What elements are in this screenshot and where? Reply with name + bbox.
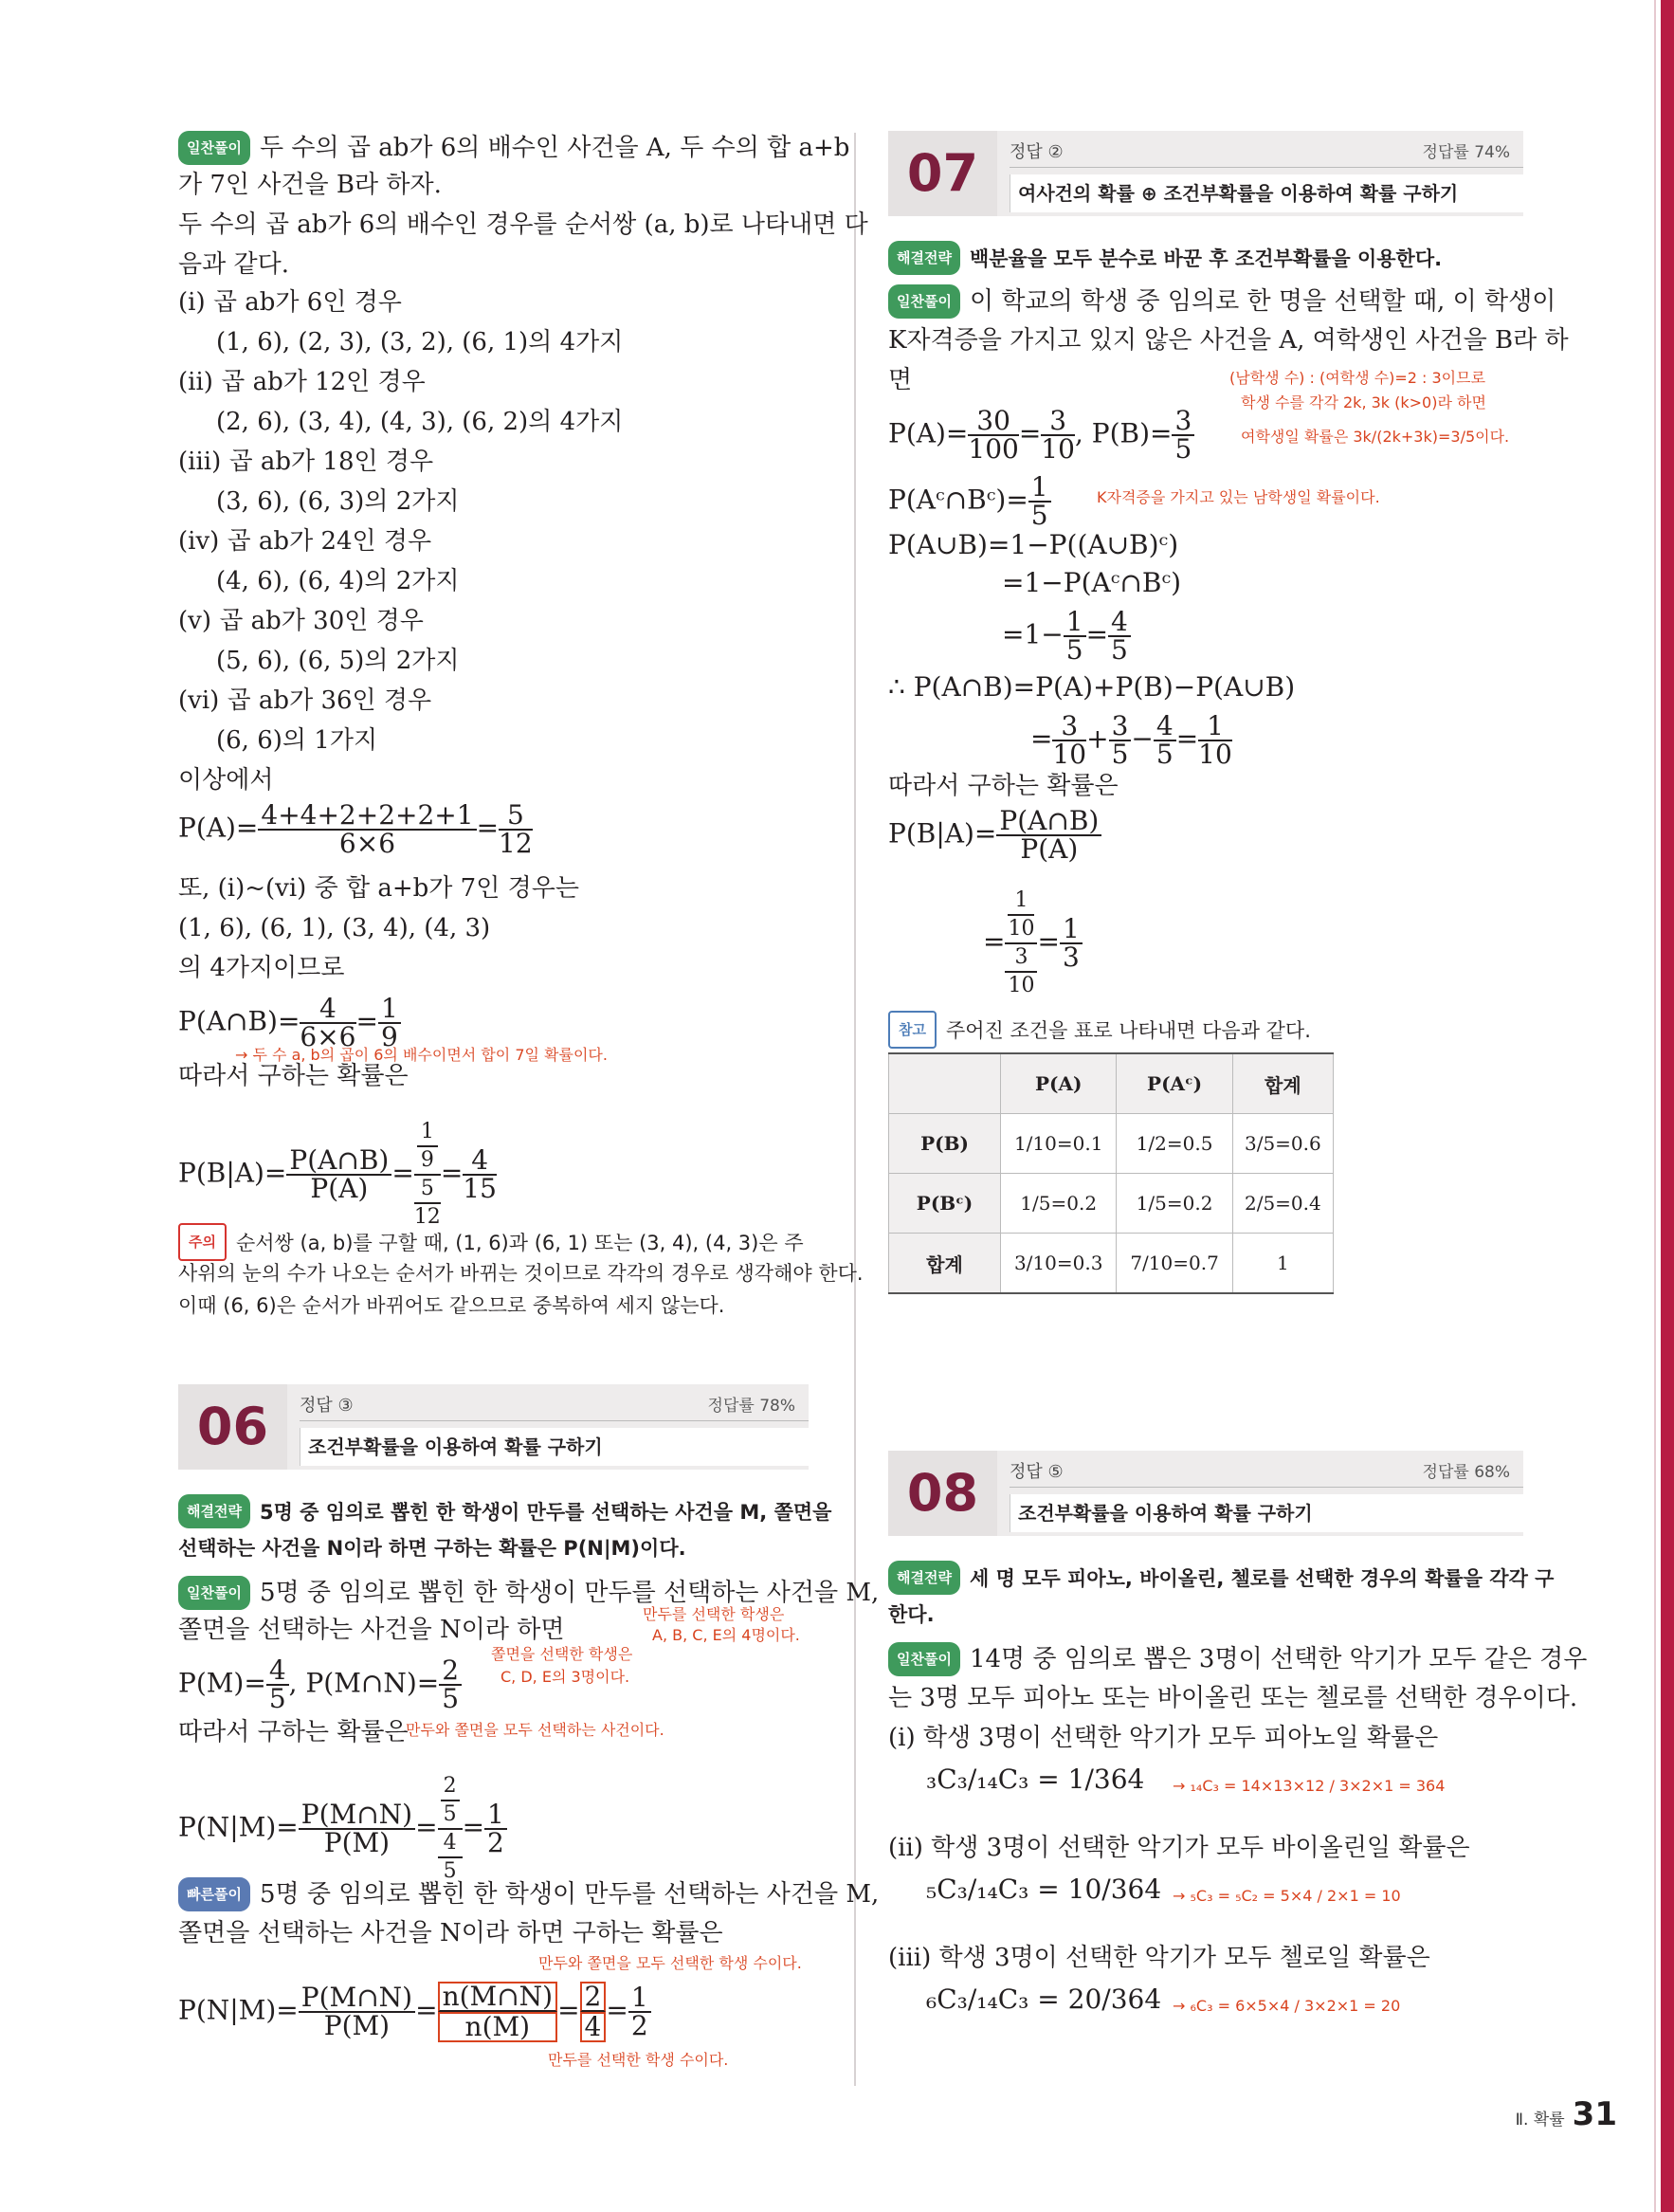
answer-label: 정답 ③ — [300, 1396, 354, 1416]
topic-title: 조건부확률을 이용하여 확률 구하기 — [300, 1428, 809, 1466]
column-divider — [854, 133, 856, 2086]
case-body: (2, 6), (3, 4), (4, 3), (6, 2)의 4가지 — [216, 408, 624, 436]
table-row — [889, 1114, 1334, 1174]
solution-tag: 일찬풀이 — [178, 1576, 250, 1610]
annotation: → ₅C₃ = ₅C₂ = 5×4 / 2×1 = 10 — [1173, 1887, 1401, 1905]
line: 빠른풀이 5명 중 임의로 뽑힌 한 학생이 만두를 선택하는 사건을 M, — [178, 1877, 879, 1911]
case-head: (iii) 학생 3명이 선택한 악기가 모두 첼로일 확률은 — [888, 1944, 1430, 1972]
line: 면 — [888, 366, 913, 394]
caution-line: 이때 (6, 6)은 순서가 바뀌어도 같으므로 중복하여 세지 않는다. — [178, 1294, 725, 1317]
case-eq: ₅C₃/₁₄C₃ = 10/364 — [926, 1874, 1162, 1905]
row-label: P(Bᶜ) — [889, 1174, 1001, 1234]
annotation: K자격증을 가지고 있는 남학생일 확률이다. — [1097, 488, 1380, 506]
row-label: P(B) — [889, 1114, 1001, 1174]
case-head: (ii) 곱 ab가 12인 경우 — [178, 368, 426, 396]
case-body: (6, 6)의 1가지 — [216, 726, 378, 755]
table-cell: 1/10=0.1 — [1001, 1114, 1117, 1174]
table-cell: 1 — [1232, 1234, 1333, 1294]
pnm-equation: P(N|M)= $\frac{P(M\cap N)}{P(M)}$ = 2 5 4 5 = $\frac{1}{2}$ — [178, 1773, 507, 1885]
line: K자격증을 가지고 있지 않은 사건을 A, 여학생인 사건을 B라 하 — [888, 326, 1569, 355]
question-number: 06 — [178, 1384, 287, 1470]
table-cell: 3/5=0.6 — [1232, 1114, 1333, 1174]
correct-rate: 정답률 78% — [707, 1397, 795, 1416]
pba-equation-cont: = 1 10 3 10 = $\frac{1}{3}$ — [983, 887, 1083, 999]
annotation: A, B, C, E의 4명이다. — [652, 1626, 800, 1644]
eq-line: =1−P(Aᶜ∩Bᶜ) — [1002, 567, 1182, 598]
case-head: (i) 학생 3명이 선택한 악기가 모두 피아노일 확률은 — [888, 1724, 1439, 1752]
case-body: (5, 6), (6, 5)의 2가지 — [216, 647, 460, 675]
line: 따라서 구하는 확률은 — [178, 1062, 409, 1090]
annotation: (남학생 수) : (여학생 수)=2 : 3이므로 — [1229, 369, 1486, 387]
strategy-line: 해결전략 5명 중 임의로 뽑힌 한 학생이 만두를 선택하는 사건을 M, 쫄면을 — [178, 1494, 831, 1528]
solution-tag: 일찬풀이 — [888, 1642, 960, 1676]
eq-line: = $\frac{3}{10}$ + $\frac{3}{5}$ − $\frac{4}{5}$ = $\frac{1}{10}$ — [1030, 710, 1232, 770]
eq-line: ∴ P(A∩B)=P(A)+P(B)−P(A∪B) — [888, 671, 1296, 703]
header-rule — [300, 1420, 809, 1421]
caution-tag: 주의 — [178, 1223, 227, 1261]
edge-line — [1654, 0, 1656, 2212]
pa-pb-equation: P(A)= $\frac{30}{100}$ = $\frac{3}{10}$ , P(B)= $\frac{3}{5}$ — [888, 408, 1194, 463]
table-cell: 3/10=0.3 — [1001, 1234, 1117, 1294]
line: 음과 같다. — [178, 250, 289, 279]
annotation: 만두와 쫄면을 모두 선택하는 사건이다. — [406, 1721, 664, 1739]
line: 따라서 구하는 확률은 — [888, 772, 1119, 800]
strategy-line: 선택하는 사건을 N이라 하면 구하는 확률은 P(N|M)이다. — [178, 1537, 686, 1560]
case-head: (vi) 곱 ab가 36인 경우 — [178, 686, 432, 715]
pm-equation: P(M)= $\frac{4}{5}$ , P(M∩N)= $\frac{2}{5}$ — [178, 1657, 462, 1712]
question-06-header — [178, 1384, 809, 1470]
line: (1, 6), (6, 1), (3, 4), (4, 3) — [178, 914, 491, 942]
pab-equation: P(A∩B)= $\frac{4}{6\times 6}$ = $\frac{1}{9}$ — [178, 996, 401, 1051]
line: 따라서 구하는 확률은 — [178, 1718, 409, 1746]
case-body: (1, 6), (2, 3), (3, 2), (6, 1)의 4가지 — [216, 328, 624, 356]
table-cell: 1/5=0.2 — [1001, 1174, 1117, 1234]
line: 쫄면을 선택하는 사건을 N이라 하면 — [178, 1616, 565, 1644]
correct-rate: 정답률 68% — [1422, 1463, 1510, 1482]
chapter-label: Ⅱ. 확률 — [1515, 2111, 1565, 2130]
line: 두 수의 곱 ab가 6의 배수인 경우를 순서쌍 (a, b)로 나타내면 다 — [178, 210, 868, 239]
line: 또, (i)~(vi) 중 합 a+b가 7인 경우는 — [178, 874, 579, 903]
case-eq: ₆C₃/₁₄C₃ = 20/364 — [926, 1983, 1162, 2015]
header-rule — [1010, 1487, 1523, 1488]
annotation: 쫄면을 선택한 학생은 — [491, 1645, 633, 1663]
caution-line: 사위의 눈의 수가 나오는 순서가 바뀌는 것이므로 각각의 경우로 생각해야 한다. — [178, 1262, 864, 1285]
correct-rate: 정답률 74% — [1422, 143, 1510, 162]
table-cell: 1/2=0.5 — [1117, 1114, 1232, 1174]
caution-line: 주의 순서쌍 (a, b)를 구할 때, (1, 6)과 (6, 1) 또는 (3, 4), (4, 3)은 주 — [178, 1223, 804, 1261]
strategy-tag: 해결전략 — [888, 1561, 960, 1595]
question-08-header — [888, 1451, 1523, 1536]
annotation: 만두와 쫄면을 모두 선택한 학생 수이다. — [538, 1954, 802, 1972]
pba-equation: P(B|A)= $\frac{P(A\cap B)}{P(A)}$ = 1 9 5 12 = $\frac{4}{15}$ — [178, 1120, 497, 1229]
annotation: 만두를 선택한 학생은 — [643, 1605, 785, 1623]
table-header: P(Aᶜ) — [1117, 1053, 1232, 1114]
case-eq: ₃C₃/₁₄C₃ = 1/364 — [926, 1764, 1145, 1795]
line: 의 4가지이므로 — [178, 954, 345, 982]
pc-equation: P(Aᶜ∩Bᶜ)= $\frac{1}{5}$ — [888, 474, 1051, 529]
strategy-line: 한다. — [888, 1603, 935, 1626]
line: 쫄면을 선택하는 사건을 N이라 하면 구하는 확률은 — [178, 1919, 723, 1947]
annotation: 학생 수를 각각 2k, 3k (k>0)라 하면 — [1241, 393, 1486, 411]
ref-tag: 참고 — [888, 1011, 937, 1049]
line: 일찬풀이 5명 중 임의로 뽑힌 한 학생이 만두를 선택하는 사건을 M, — [178, 1576, 879, 1610]
eq-line: =1− $\frac{1}{5}$ = $\frac{4}{5}$ — [1002, 609, 1131, 664]
page-footer — [1516, 2095, 1617, 2133]
annotation: 여학생일 확률은 3k/(2k+3k)=3/5이다. — [1241, 428, 1510, 446]
fast-tag: 빠른풀이 — [178, 1877, 250, 1911]
strategy-tag: 해결전략 — [178, 1494, 250, 1528]
question-number: 08 — [888, 1451, 997, 1536]
table-row — [889, 1234, 1334, 1294]
line: 일찬풀이 두 수의 곱 ab가 6의 배수인 사건을 A, 두 수의 합 a+b — [178, 131, 849, 165]
annotation: → ₁₄C₃ = 14×13×12 / 3×2×1 = 364 — [1173, 1777, 1446, 1795]
case-body: (3, 6), (6, 3)의 2가지 — [216, 487, 460, 516]
table-row — [889, 1174, 1334, 1234]
annotation: C, D, E의 3명이다. — [500, 1668, 630, 1686]
page-number: 31 — [1572, 2095, 1617, 2133]
answer-label: 정답 ② — [1010, 142, 1064, 162]
table-cell: 2/5=0.4 — [1232, 1174, 1333, 1234]
case-body: (4, 6), (6, 4)의 2가지 — [216, 567, 460, 595]
solution-tag: 일찬풀이 — [178, 131, 250, 165]
line: 가 7인 사건을 B라 하자. — [178, 171, 442, 199]
table-cell: 1/5=0.2 — [1117, 1174, 1232, 1234]
table-header: P(A) — [1001, 1053, 1117, 1114]
case-head: (i) 곱 ab가 6인 경우 — [178, 288, 402, 317]
question-07-header — [888, 131, 1523, 216]
line: 이상에서 — [178, 766, 274, 795]
table-header-row — [889, 1053, 1334, 1114]
pa-equation: P(A)= $\frac{4+4+2+2+2+1}{6\times 6}$ = $\frac{5}{12}$ — [178, 799, 533, 859]
probability-table — [888, 1052, 1334, 1294]
topic-title: 여사건의 확률 ⊕ 조건부확률을 이용하여 확률 구하기 — [1010, 174, 1523, 212]
annotation: → 두 수 a, b의 곱이 6의 배수이면서 합이 7일 확률이다. — [235, 1046, 608, 1064]
strategy-line: 해결전략 백분율을 모두 분수로 바꾼 후 조건부확률을 이용한다. — [888, 241, 1442, 275]
topic-title: 조건부확률을 이용하여 확률 구하기 — [1010, 1494, 1523, 1532]
pba-equation: P(B|A)= $\frac{P(A\cap B)}{P(A)}$ — [888, 808, 1101, 863]
ref-line: 참고 주어진 조건을 표로 나타내면 다음과 같다. — [888, 1011, 1311, 1049]
eq-line: P(A∪B)=1−P((A∪B)ᶜ) — [888, 529, 1179, 560]
solution-tag: 일찬풀이 — [888, 284, 960, 319]
case-head: (ii) 학생 3명이 선택한 악기가 모두 바이올린일 확률은 — [888, 1834, 1470, 1862]
table-header — [889, 1053, 1001, 1114]
table-header: 합계 — [1232, 1053, 1333, 1114]
line: 일찬풀이 이 학교의 학생 중 임의로 한 명을 선택할 때, 이 학생이 — [888, 284, 1556, 319]
case-head: (v) 곱 ab가 30인 경우 — [178, 607, 424, 635]
annotation: → ₆C₃ = 6×5×4 / 3×2×1 = 20 — [1173, 1997, 1401, 2015]
question-number: 07 — [888, 131, 997, 216]
row-label: 합계 — [889, 1234, 1001, 1294]
annotation: 만두를 선택한 학생 수이다. — [548, 2051, 729, 2069]
answer-label: 정답 ⑤ — [1010, 1462, 1064, 1482]
case-head: (iii) 곱 ab가 18인 경우 — [178, 448, 434, 476]
line: 일찬풀이 14명 중 임의로 뽑은 3명이 선택한 악기가 모두 같은 경우 — [888, 1642, 1587, 1676]
page-edge-bar — [1661, 0, 1674, 2212]
header-rule — [1010, 167, 1523, 168]
strategy-tag: 해결전략 — [888, 241, 960, 275]
strategy-line: 해결전략 세 명 모두 피아노, 바이올린, 첼로를 선택한 경우의 확률을 각각 구 — [888, 1561, 1554, 1595]
fast-equation: P(N|M)= $\frac{P(M\cap N)}{P(M)}$ = $\frac{n(M\cap N)}{n(M)}$ = $\frac{2}{4}$ = $\frac{1}{2}$ — [178, 1982, 651, 2042]
line: 는 3명 모두 피아노 또는 바이올린 또는 첼로를 선택한 경우이다. — [888, 1684, 1578, 1712]
table-cell: 7/10=0.7 — [1117, 1234, 1232, 1294]
case-head: (iv) 곱 ab가 24인 경우 — [178, 527, 432, 556]
